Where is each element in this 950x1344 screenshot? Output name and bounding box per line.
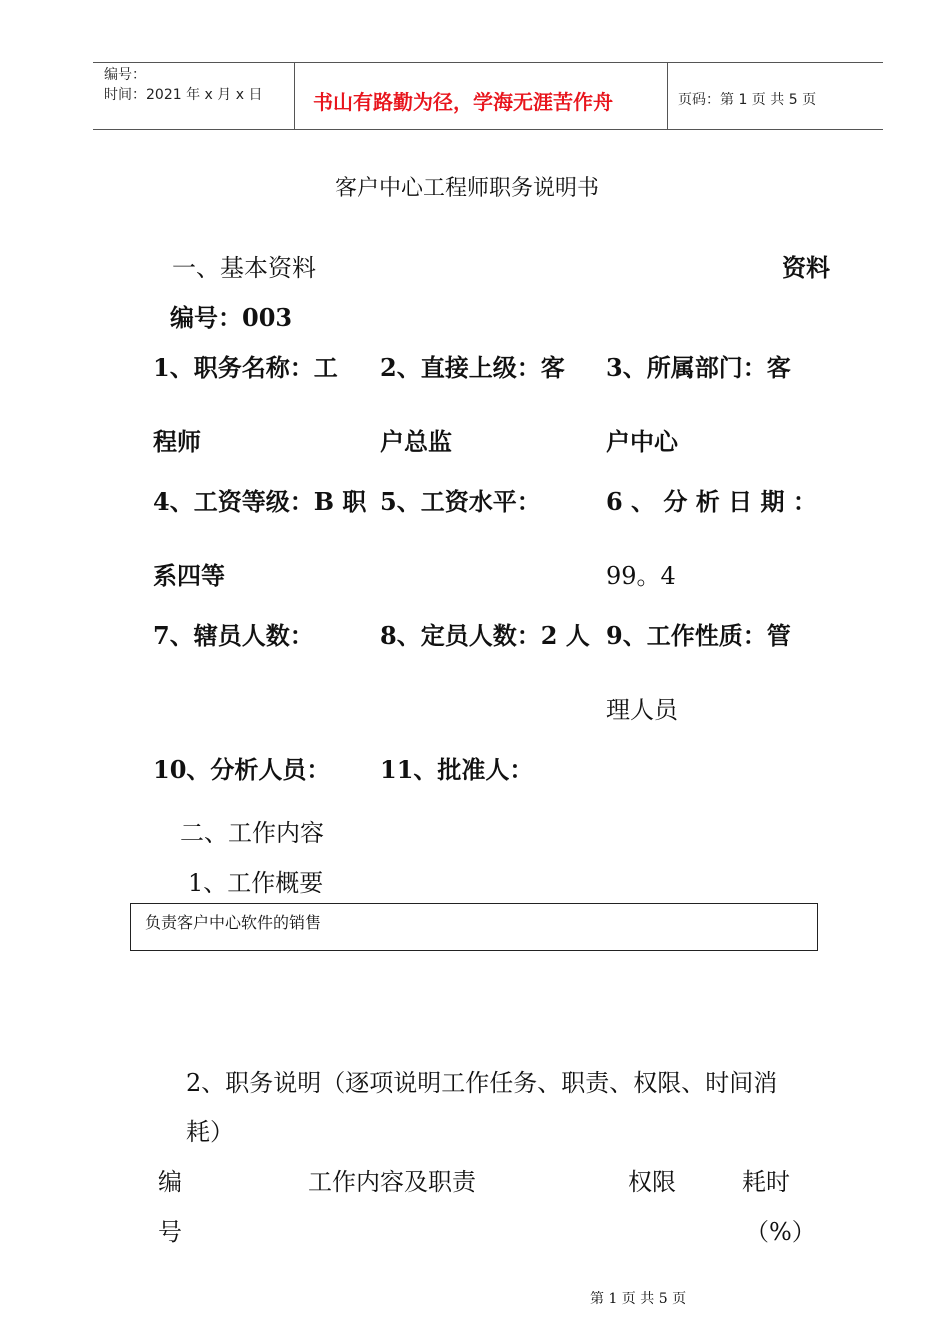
page-label: 页码：第 1 页 共 5 页 bbox=[678, 92, 817, 108]
section1-heading: 一、基本资料 bbox=[172, 254, 316, 282]
section1-right-word: 资料 bbox=[782, 253, 830, 282]
time-label: 时间：2021 年 x 月 x 日 bbox=[104, 87, 263, 103]
work-summary-text: 负责客户中心软件的销售 bbox=[145, 913, 322, 932]
section1-serial: 编号：003 bbox=[170, 303, 293, 332]
field-analysis-date-cont: 99。4 bbox=[606, 562, 676, 590]
header-divider-right bbox=[667, 62, 668, 130]
field-department-cont: 户中心 bbox=[606, 427, 678, 456]
header-top-line bbox=[93, 62, 883, 63]
table-col-number-cont: 号 bbox=[158, 1218, 182, 1246]
field-work-nature: 9、工作性质：管 bbox=[606, 621, 791, 650]
table-col-authority: 权限 bbox=[628, 1168, 676, 1196]
field-staff-count: 7、辖员人数： bbox=[153, 621, 314, 650]
field-supervisor: 2、直接上级：客 bbox=[380, 353, 565, 382]
page-footer: 第 1 页 共 5 页 bbox=[590, 1291, 687, 1307]
table-col-number: 编 bbox=[158, 1168, 182, 1196]
duty-description-heading: 2、职务说明（逐项说明工作任务、职责、权限、时间消 bbox=[186, 1069, 778, 1097]
field-fixed-staff: 8、定员人数：2 人 bbox=[380, 621, 590, 650]
field-salary-grade: 4、工资等级：B 职 bbox=[153, 487, 367, 516]
work-summary-heading: 1、工作概要 bbox=[188, 869, 324, 897]
field-job-title: 1、职务名称：工 bbox=[153, 353, 338, 382]
work-summary-box bbox=[130, 903, 818, 951]
serial-label: 编号： bbox=[104, 67, 146, 83]
field-analyst: 10、分析人员： bbox=[153, 755, 331, 784]
field-job-title-cont: 程师 bbox=[153, 427, 201, 456]
table-col-time: 耗时 bbox=[742, 1168, 790, 1196]
field-department: 3、所属部门：客 bbox=[606, 353, 791, 382]
field-salary-grade-cont: 系四等 bbox=[153, 561, 225, 590]
header-bottom-line bbox=[93, 129, 883, 130]
field-work-nature-cont: 理人员 bbox=[606, 696, 678, 724]
page-title: 客户中心工程师职务说明书 bbox=[335, 176, 600, 201]
duty-description-heading-cont: 耗） bbox=[186, 1118, 234, 1146]
field-approver: 11、批准人： bbox=[380, 755, 534, 784]
motto: 书山有路勤为径，学海无涯苦作舟 bbox=[313, 90, 613, 114]
field-supervisor-cont: 户总监 bbox=[380, 427, 452, 456]
table-col-content: 工作内容及职责 bbox=[308, 1168, 476, 1196]
field-salary-level: 5、工资水平： bbox=[380, 487, 541, 516]
header-divider-left bbox=[294, 62, 295, 130]
field-analysis-date: 6 、 分 析 日 期 ： bbox=[606, 487, 817, 516]
section2-heading: 二、工作内容 bbox=[180, 819, 324, 847]
table-col-time-cont: （%） bbox=[745, 1218, 816, 1246]
